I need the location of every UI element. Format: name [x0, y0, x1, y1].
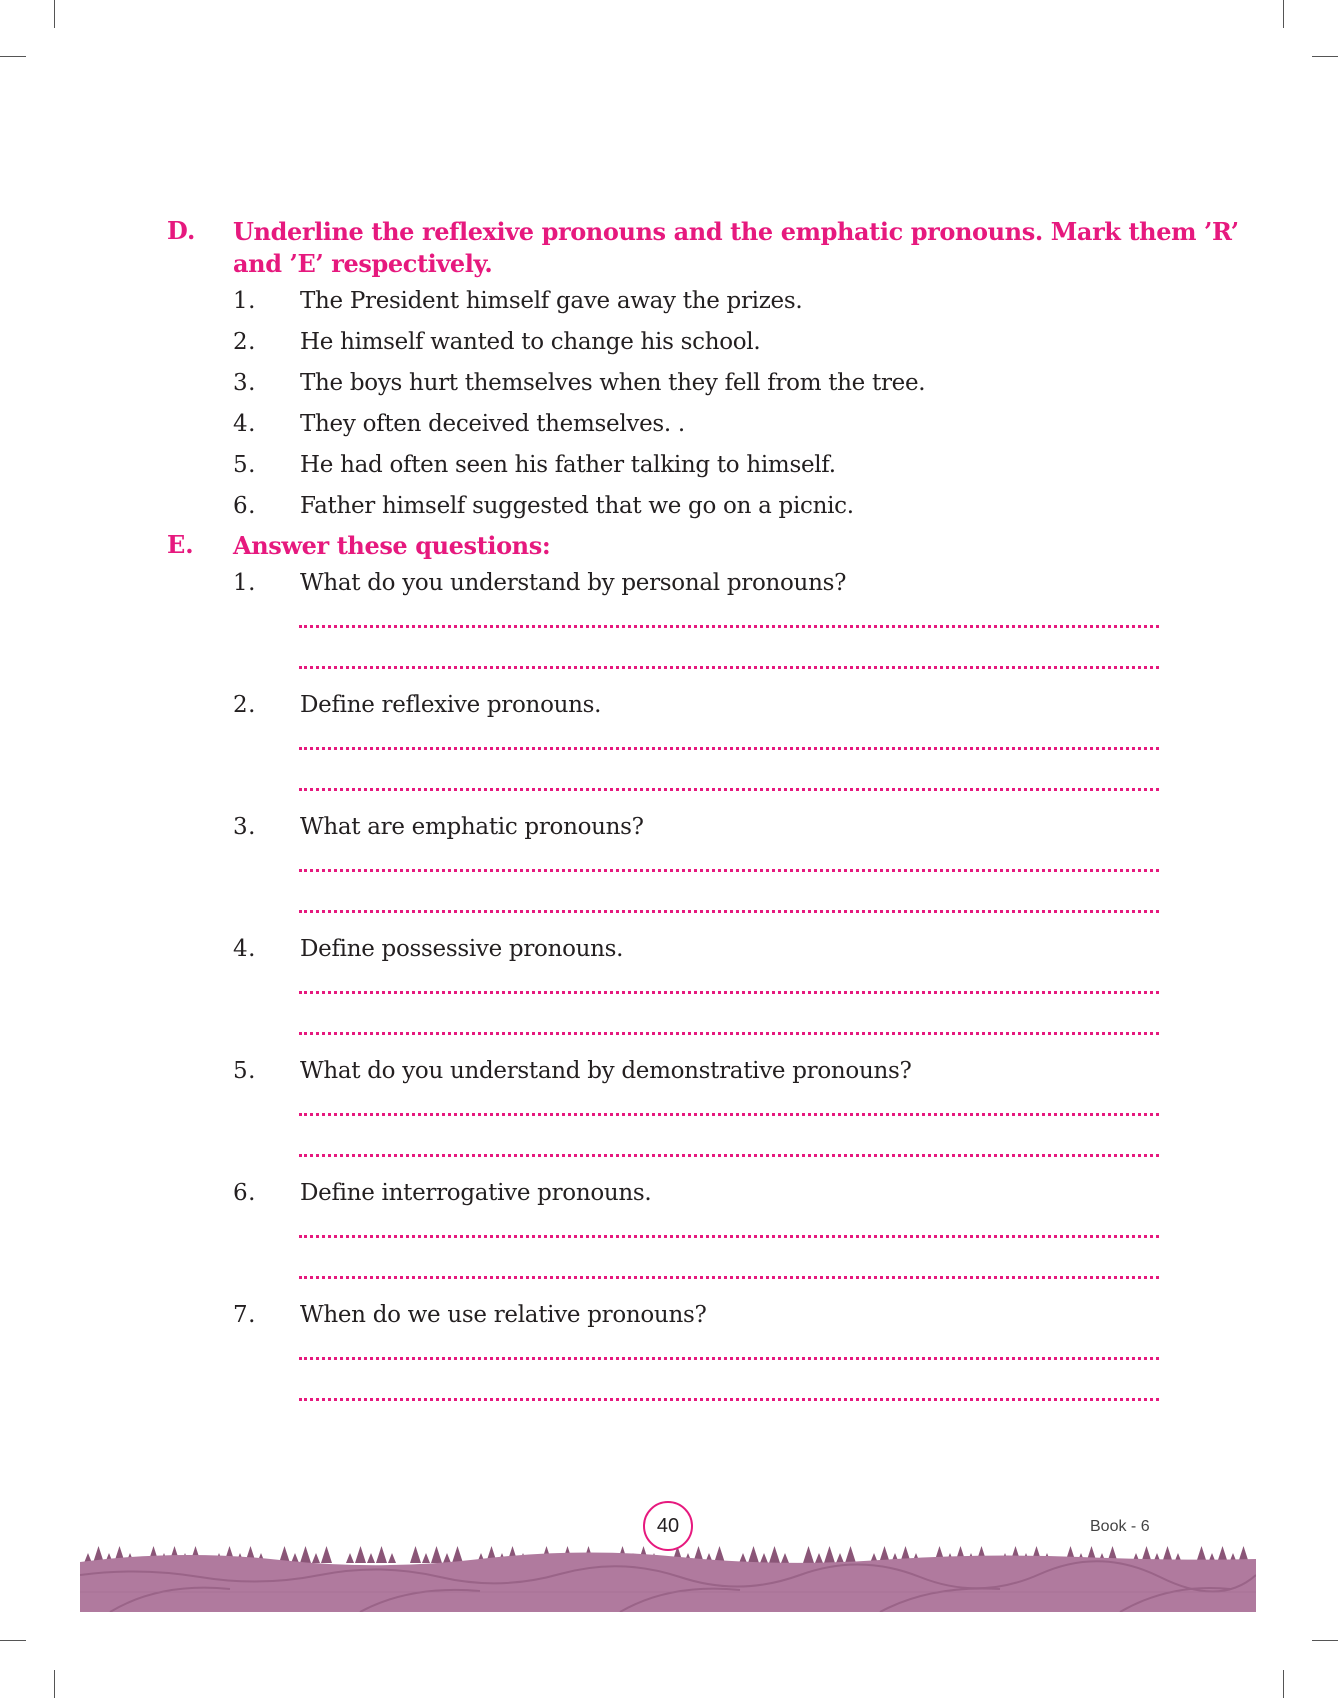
question-number: 4.	[233, 936, 256, 962]
question-item	[167, 692, 1187, 732]
item-sentence: He himself wanted to change his school.	[300, 329, 761, 355]
section-letter: E.	[167, 530, 194, 559]
item-sentence: Father himself suggested that we go on a picnic.	[300, 493, 854, 519]
exercise-item	[167, 493, 1187, 533]
exercise-item	[167, 452, 1187, 492]
answer-line[interactable]	[299, 1032, 1159, 1035]
question-item	[167, 814, 1187, 854]
answer-line[interactable]	[299, 666, 1159, 669]
question-text: Define possessive pronouns.	[300, 936, 624, 962]
exercise-item	[167, 288, 1187, 328]
exercise-item	[167, 370, 1187, 410]
answer-line[interactable]	[299, 747, 1159, 750]
book-label: Book - 6	[1090, 1518, 1150, 1535]
crop-mark	[1283, 0, 1284, 28]
answer-line[interactable]	[299, 1276, 1159, 1279]
answer-line[interactable]	[299, 1154, 1159, 1157]
crop-mark	[1283, 1670, 1284, 1698]
answer-line[interactable]	[299, 991, 1159, 994]
answer-line[interactable]	[299, 869, 1159, 872]
question-item	[167, 1180, 1187, 1220]
answer-line[interactable]	[299, 1398, 1159, 1401]
item-sentence: The boys hurt themselves when they fell from the tree.	[300, 370, 926, 396]
crop-mark	[0, 1640, 26, 1641]
item-number: 3.	[233, 370, 256, 396]
crop-mark	[1312, 56, 1338, 57]
item-number: 5.	[233, 452, 256, 478]
question-number: 1.	[233, 570, 256, 596]
section-instruction: Answer these questions:	[233, 531, 551, 560]
page-number: 40	[643, 1501, 693, 1551]
section-instruction: Underline the reflexive pronouns and the emphatic pronouns. Mark them ’R’ and ’E’ respectively.	[233, 217, 1239, 278]
answer-line[interactable]	[299, 625, 1159, 628]
question-text: What do you understand by personal pronouns?	[300, 570, 847, 596]
question-item	[167, 1302, 1187, 1342]
question-text: When do we use relative pronouns?	[300, 1302, 707, 1328]
item-sentence: They often deceived themselves. .	[300, 411, 685, 437]
question-number: 2.	[233, 692, 256, 718]
answer-line[interactable]	[299, 1113, 1159, 1116]
exercise-item	[167, 329, 1187, 369]
question-item	[167, 1058, 1187, 1098]
item-sentence: He had often seen his father talking to himself.	[300, 452, 836, 478]
question-text: Define reflexive pronouns.	[300, 692, 602, 718]
question-text: What do you understand by demonstrative pronouns?	[300, 1058, 912, 1084]
crop-mark	[54, 1670, 55, 1698]
question-text: What are emphatic pronouns?	[300, 814, 644, 840]
section-letter: D.	[167, 216, 196, 245]
answer-line[interactable]	[299, 1357, 1159, 1360]
item-number: 6.	[233, 493, 256, 519]
crop-mark	[0, 56, 26, 57]
exercise-item	[167, 411, 1187, 451]
question-number: 3.	[233, 814, 256, 840]
question-text: Define interrogative pronouns.	[300, 1180, 652, 1206]
question-number: 5.	[233, 1058, 256, 1084]
item-number: 2.	[233, 329, 256, 355]
question-item	[167, 936, 1187, 976]
item-number: 4.	[233, 411, 256, 437]
item-number: 1.	[233, 288, 256, 314]
crop-mark	[54, 0, 55, 28]
item-sentence: The President himself gave away the prizes.	[300, 288, 803, 314]
crop-mark	[1312, 1640, 1338, 1641]
question-item	[167, 570, 1187, 610]
question-number: 6.	[233, 1180, 256, 1206]
answer-line[interactable]	[299, 910, 1159, 913]
question-number: 7.	[233, 1302, 256, 1328]
answer-line[interactable]	[299, 1235, 1159, 1238]
answer-line[interactable]	[299, 788, 1159, 791]
